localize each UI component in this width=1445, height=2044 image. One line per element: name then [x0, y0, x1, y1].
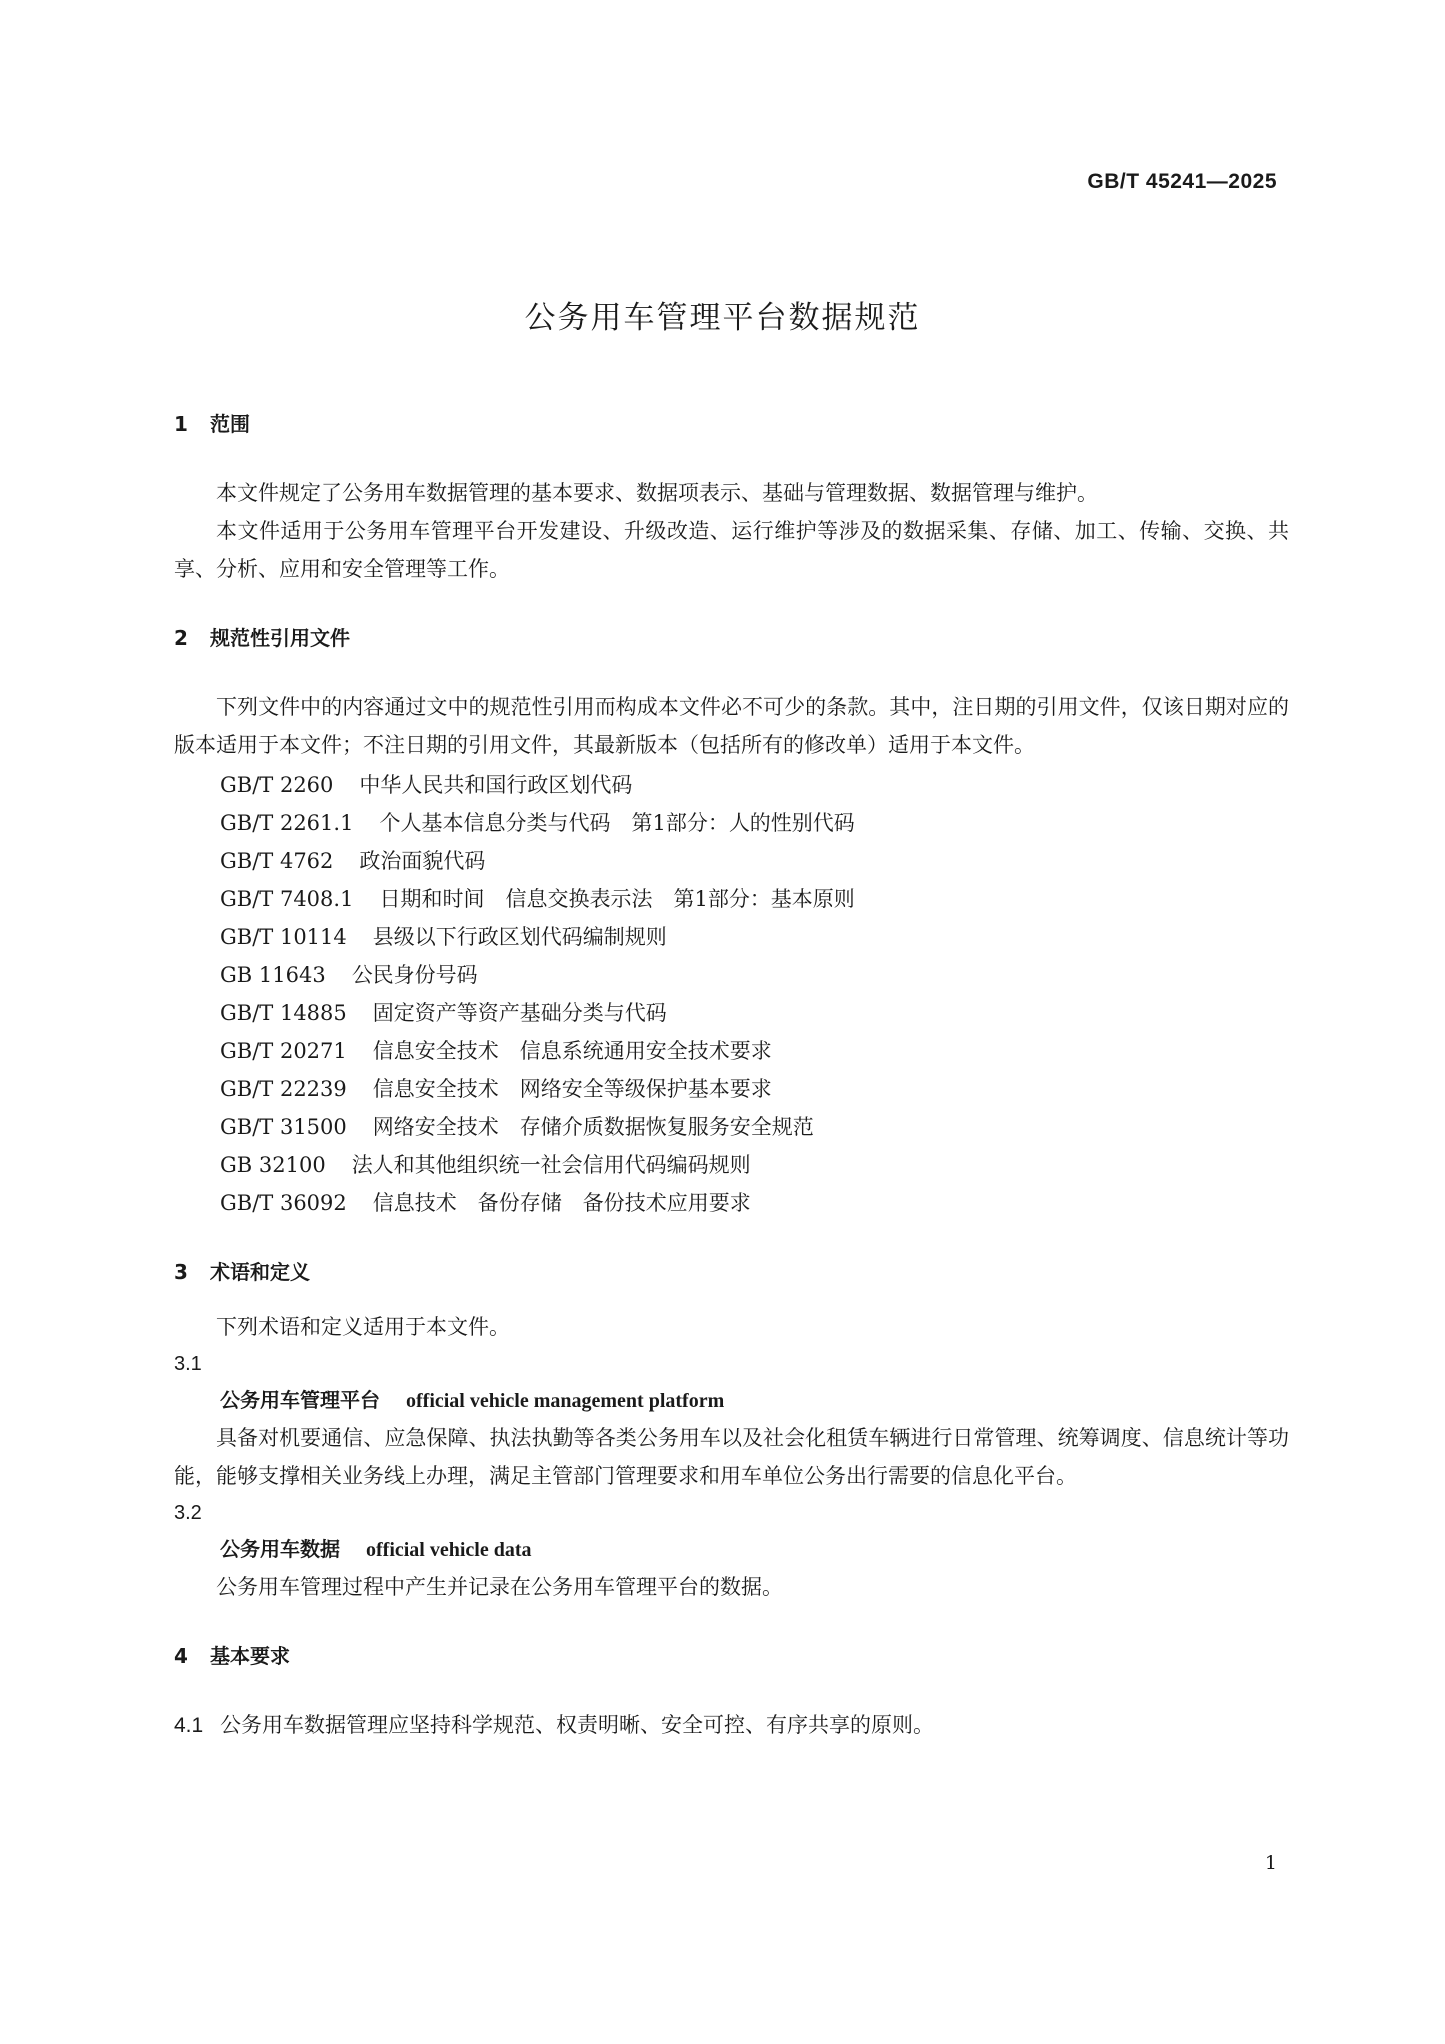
reference-item [174, 1070, 1289, 1108]
reference-title: 个人基本信息分类与代码 第1部分：人的性别代码 [379, 811, 855, 835]
reference-item [174, 842, 1289, 880]
section-number: 3 [174, 1260, 188, 1284]
section-number: 2 [174, 626, 188, 650]
reference-item [174, 918, 1289, 956]
reference-code: GB/T 7408.1 [220, 887, 354, 911]
reference-code: GB/T 36092 [220, 1191, 347, 1215]
reference-code: GB/T 31500 [220, 1115, 347, 1139]
term-zh: 公务用车管理平台 [220, 1388, 380, 1412]
reference-title: 网络安全技术 存储介质数据恢复服务安全规范 [372, 1115, 814, 1139]
term-number: 3.1 [174, 1353, 202, 1375]
reference-code: GB 11643 [220, 963, 326, 987]
term-entry [174, 1346, 1289, 1495]
reference-title: 固定资产等资产基础分类与代码 [372, 1001, 667, 1025]
reference-item [174, 994, 1289, 1032]
document-title: 公务用车管理平台数据规范 [524, 300, 921, 336]
term-definition: 具备对机要通信、应急保障、执法执勤等各类公务用车以及社会化租赁车辆进行日常管理、统筹调度、信息统计等功能，能够支撑相关业务线上办理，满足主管部门管理要求和用车单位公务出行需要的信息化平台。 [174, 1426, 1289, 1488]
term-heading [174, 1531, 1289, 1568]
section-heading [174, 1248, 1289, 1296]
section-title: 基本要求 [210, 1644, 290, 1668]
document-body [174, 400, 1289, 1745]
reference-title: 法人和其他组织统一社会信用代码编码规则 [351, 1153, 751, 1177]
term-definition: 公务用车管理过程中产生并记录在公务用车管理平台的数据。 [216, 1575, 783, 1599]
reference-code: GB/T 22239 [220, 1077, 347, 1101]
section-title: 术语和定义 [210, 1260, 310, 1284]
reference-item [174, 1146, 1289, 1184]
reference-item [174, 956, 1289, 994]
paragraph: 下列文件中的内容通过文中的规范性引用而构成本文件必不可少的条款。其中，注日期的引用文件，仅该日期对应的版本适用于本文件；不注日期的引用文件，其最新版本（包括所有的修改单）适用于本文件。 [174, 695, 1289, 757]
reference-title: 中华人民共和国行政区划代码 [359, 773, 633, 797]
reference-title: 政治面貌代码 [359, 849, 486, 873]
term-en: official vehicle management platform [406, 1390, 725, 1412]
section-number: 4 [174, 1644, 188, 1668]
reference-item [174, 1108, 1289, 1146]
reference-title: 信息技术 备份存储 备份技术应用要求 [372, 1191, 751, 1215]
section-heading [174, 614, 1289, 662]
section-title: 规范性引用文件 [210, 626, 350, 650]
section-heading [174, 1632, 1289, 1680]
section-heading [174, 400, 1289, 448]
clause-number: 4.1 [174, 1714, 204, 1737]
reference-title: 日期和时间 信息交换表示法 第1部分：基本原则 [379, 887, 855, 911]
reference-title: 公民身份号码 [351, 963, 478, 987]
paragraph: 本文件规定了公务用车数据管理的基本要求、数据项表示、基础与管理数据、数据管理与维护。 [216, 481, 1098, 505]
paragraph: 本文件适用于公务用车管理平台开发建设、升级改造、运行维护等涉及的数据采集、存储、加工、传输、交换、共享、分析、应用和安全管理等工作。 [174, 519, 1289, 581]
clause [174, 1706, 1289, 1745]
reference-code: GB/T 2260 [220, 773, 334, 797]
section-terms-definitions [174, 1248, 1289, 1606]
section-title: 范围 [210, 412, 250, 436]
reference-code: GB/T 2261.1 [220, 811, 354, 835]
reference-code: GB/T 20271 [220, 1039, 347, 1063]
reference-code: GB 32100 [220, 1153, 326, 1177]
paragraph: 下列术语和定义适用于本文件。 [216, 1315, 510, 1339]
term-en: official vehicle data [366, 1539, 532, 1561]
reference-item [174, 1184, 1289, 1222]
term-zh: 公务用车数据 [220, 1537, 340, 1561]
clause-text: 公务用车数据管理应坚持科学规范、权责明晰、安全可控、有序共享的原则。 [220, 1713, 934, 1737]
reference-title: 信息安全技术 网络安全等级保护基本要求 [372, 1077, 772, 1101]
document-code: GB/T 45241—2025 [1087, 170, 1277, 193]
section-number: 1 [174, 412, 188, 436]
reference-title: 信息安全技术 信息系统通用安全技术要求 [372, 1039, 772, 1063]
term-heading [174, 1382, 1289, 1419]
reference-item [174, 880, 1289, 918]
reference-title: 县级以下行政区划代码编制规则 [372, 925, 667, 949]
reference-code: GB/T 14885 [220, 1001, 347, 1025]
section-scope [174, 400, 1289, 588]
reference-item [174, 766, 1289, 804]
term-entry [174, 1495, 1289, 1606]
reference-item [174, 804, 1289, 842]
reference-code: GB/T 10114 [220, 925, 347, 949]
reference-item [174, 1032, 1289, 1070]
page-number: 1 [1264, 1852, 1277, 1874]
reference-list [174, 766, 1289, 1222]
section-normative-references [174, 614, 1289, 1222]
term-number: 3.2 [174, 1502, 202, 1524]
section-basic-requirements [174, 1632, 1289, 1745]
reference-code: GB/T 4762 [220, 849, 334, 873]
